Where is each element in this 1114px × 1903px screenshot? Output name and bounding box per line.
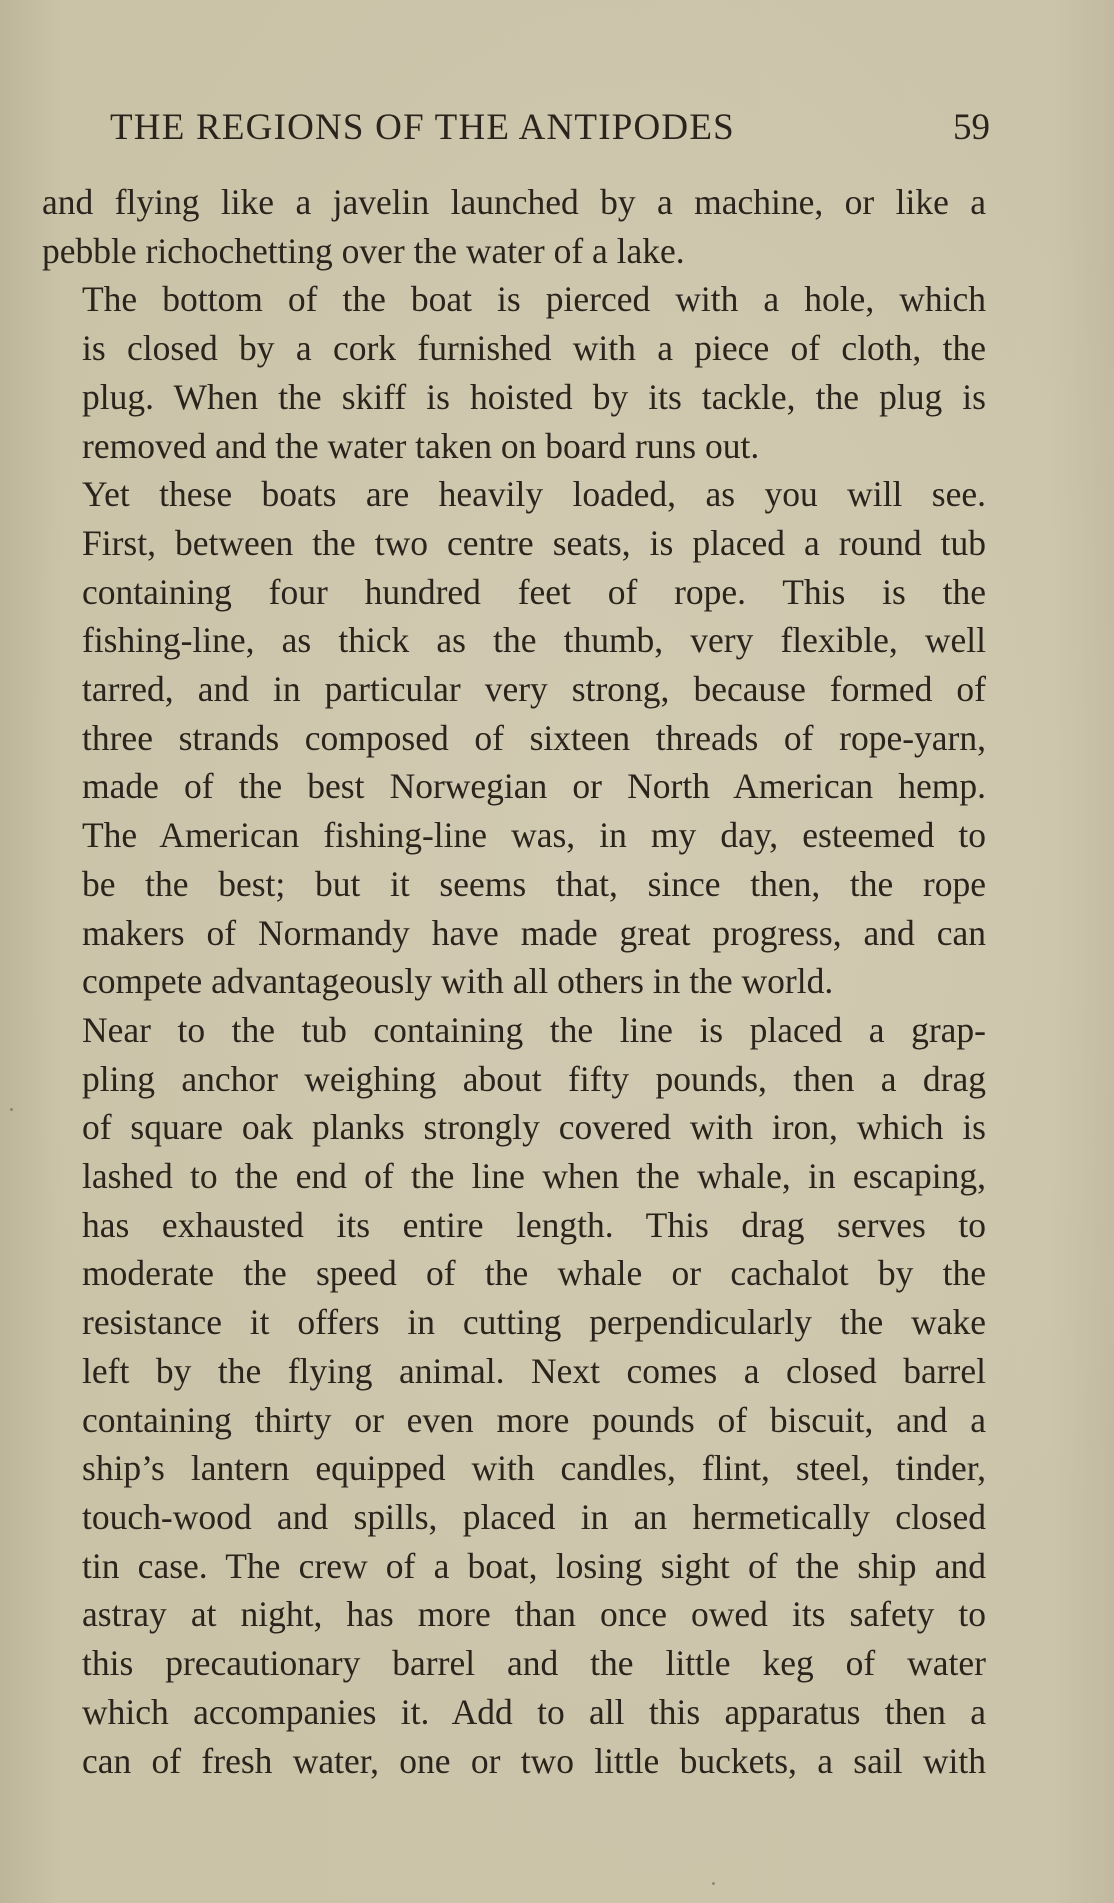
text-line: tarred, and in particular very strong, because formed of bbox=[82, 669, 986, 710]
text-line: ship’s lantern equipped with candles, flint, steel, tinder, bbox=[82, 1448, 986, 1489]
paragraph-1 bbox=[42, 178, 986, 275]
running-head bbox=[110, 103, 990, 153]
text-line: which accompanies it. Add to all this apparatus then a bbox=[82, 1691, 986, 1732]
text-line: compete advantageously with all others in the world. bbox=[82, 961, 834, 1002]
text-line: can of fresh water, one or two little buckets, a sail with bbox=[82, 1740, 986, 1781]
paragraph-2 bbox=[42, 275, 986, 470]
running-head-title: THE REGIONS OF THE ANTIPODES bbox=[110, 107, 735, 148]
text-line: three strands composed of sixteen threads of rope-yarn, bbox=[82, 717, 986, 758]
text-line: Near to the tub containing the line is placed a grap- bbox=[82, 1009, 986, 1050]
paragraph-3 bbox=[42, 470, 986, 1006]
text-line: this precautionary barrel and the little keg of water bbox=[82, 1643, 986, 1684]
text-line: The American fishing-line was, in my day, esteemed to bbox=[82, 815, 986, 856]
text-line: and flying like a javelin launched by a machine, or like a bbox=[42, 182, 986, 222]
text-line: plug. When the skiff is hoisted by its tackle, the plug is bbox=[82, 376, 986, 417]
text-line: First, between the two centre seats, is placed a round tub bbox=[82, 522, 986, 563]
text-line: astray at night, has more than once owed its safety to bbox=[82, 1594, 986, 1635]
paper-speck bbox=[712, 1882, 715, 1885]
paper-speck bbox=[10, 1108, 13, 1111]
text-line: be the best; but it seems that, since then, the rope bbox=[82, 863, 986, 904]
text-line: removed and the water taken on board runs out. bbox=[82, 425, 760, 466]
text-line: made of the best Norwegian or North American hemp. bbox=[82, 766, 986, 807]
text-line: makers of Normandy have made great progress, and can bbox=[82, 912, 986, 953]
body-text bbox=[42, 178, 986, 1785]
text-line: fishing-line, as thick as the thumb, very flexible, well bbox=[82, 620, 986, 661]
text-line: is closed by a cork furnished with a piece of cloth, the bbox=[82, 328, 986, 369]
text-line: pling anchor weighing about fifty pounds, then a drag bbox=[82, 1058, 986, 1099]
text-line: The bottom of the boat is pierced with a hole, which bbox=[82, 279, 986, 320]
text-line: has exhausted its entire length. This drag serves to bbox=[82, 1204, 986, 1245]
page-number: 59 bbox=[953, 107, 990, 148]
text-line: of square oak planks strongly covered with iron, which is bbox=[82, 1107, 986, 1148]
text-line: touch-wood and spills, placed in an hermetically closed bbox=[82, 1496, 986, 1537]
paragraph-4 bbox=[42, 1006, 986, 1785]
text-line: Yet these boats are heavily loaded, as you will see. bbox=[82, 474, 986, 515]
text-line: moderate the speed of the whale or cachalot by the bbox=[82, 1253, 986, 1294]
text-line: containing four hundred feet of rope. This is the bbox=[82, 571, 986, 612]
text-line: lashed to the end of the line when the whale, in escaping, bbox=[82, 1156, 986, 1197]
text-line: left by the flying animal. Next comes a closed barrel bbox=[82, 1350, 986, 1391]
text-line: containing thirty or even more pounds of biscuit, and a bbox=[82, 1399, 986, 1440]
text-line: pebble richochetting over the water of a lake. bbox=[42, 230, 685, 271]
text-line: tin case. The crew of a boat, losing sight of the ship and bbox=[82, 1545, 986, 1586]
text-line: resistance it offers in cutting perpendicularly the wake bbox=[82, 1302, 986, 1343]
